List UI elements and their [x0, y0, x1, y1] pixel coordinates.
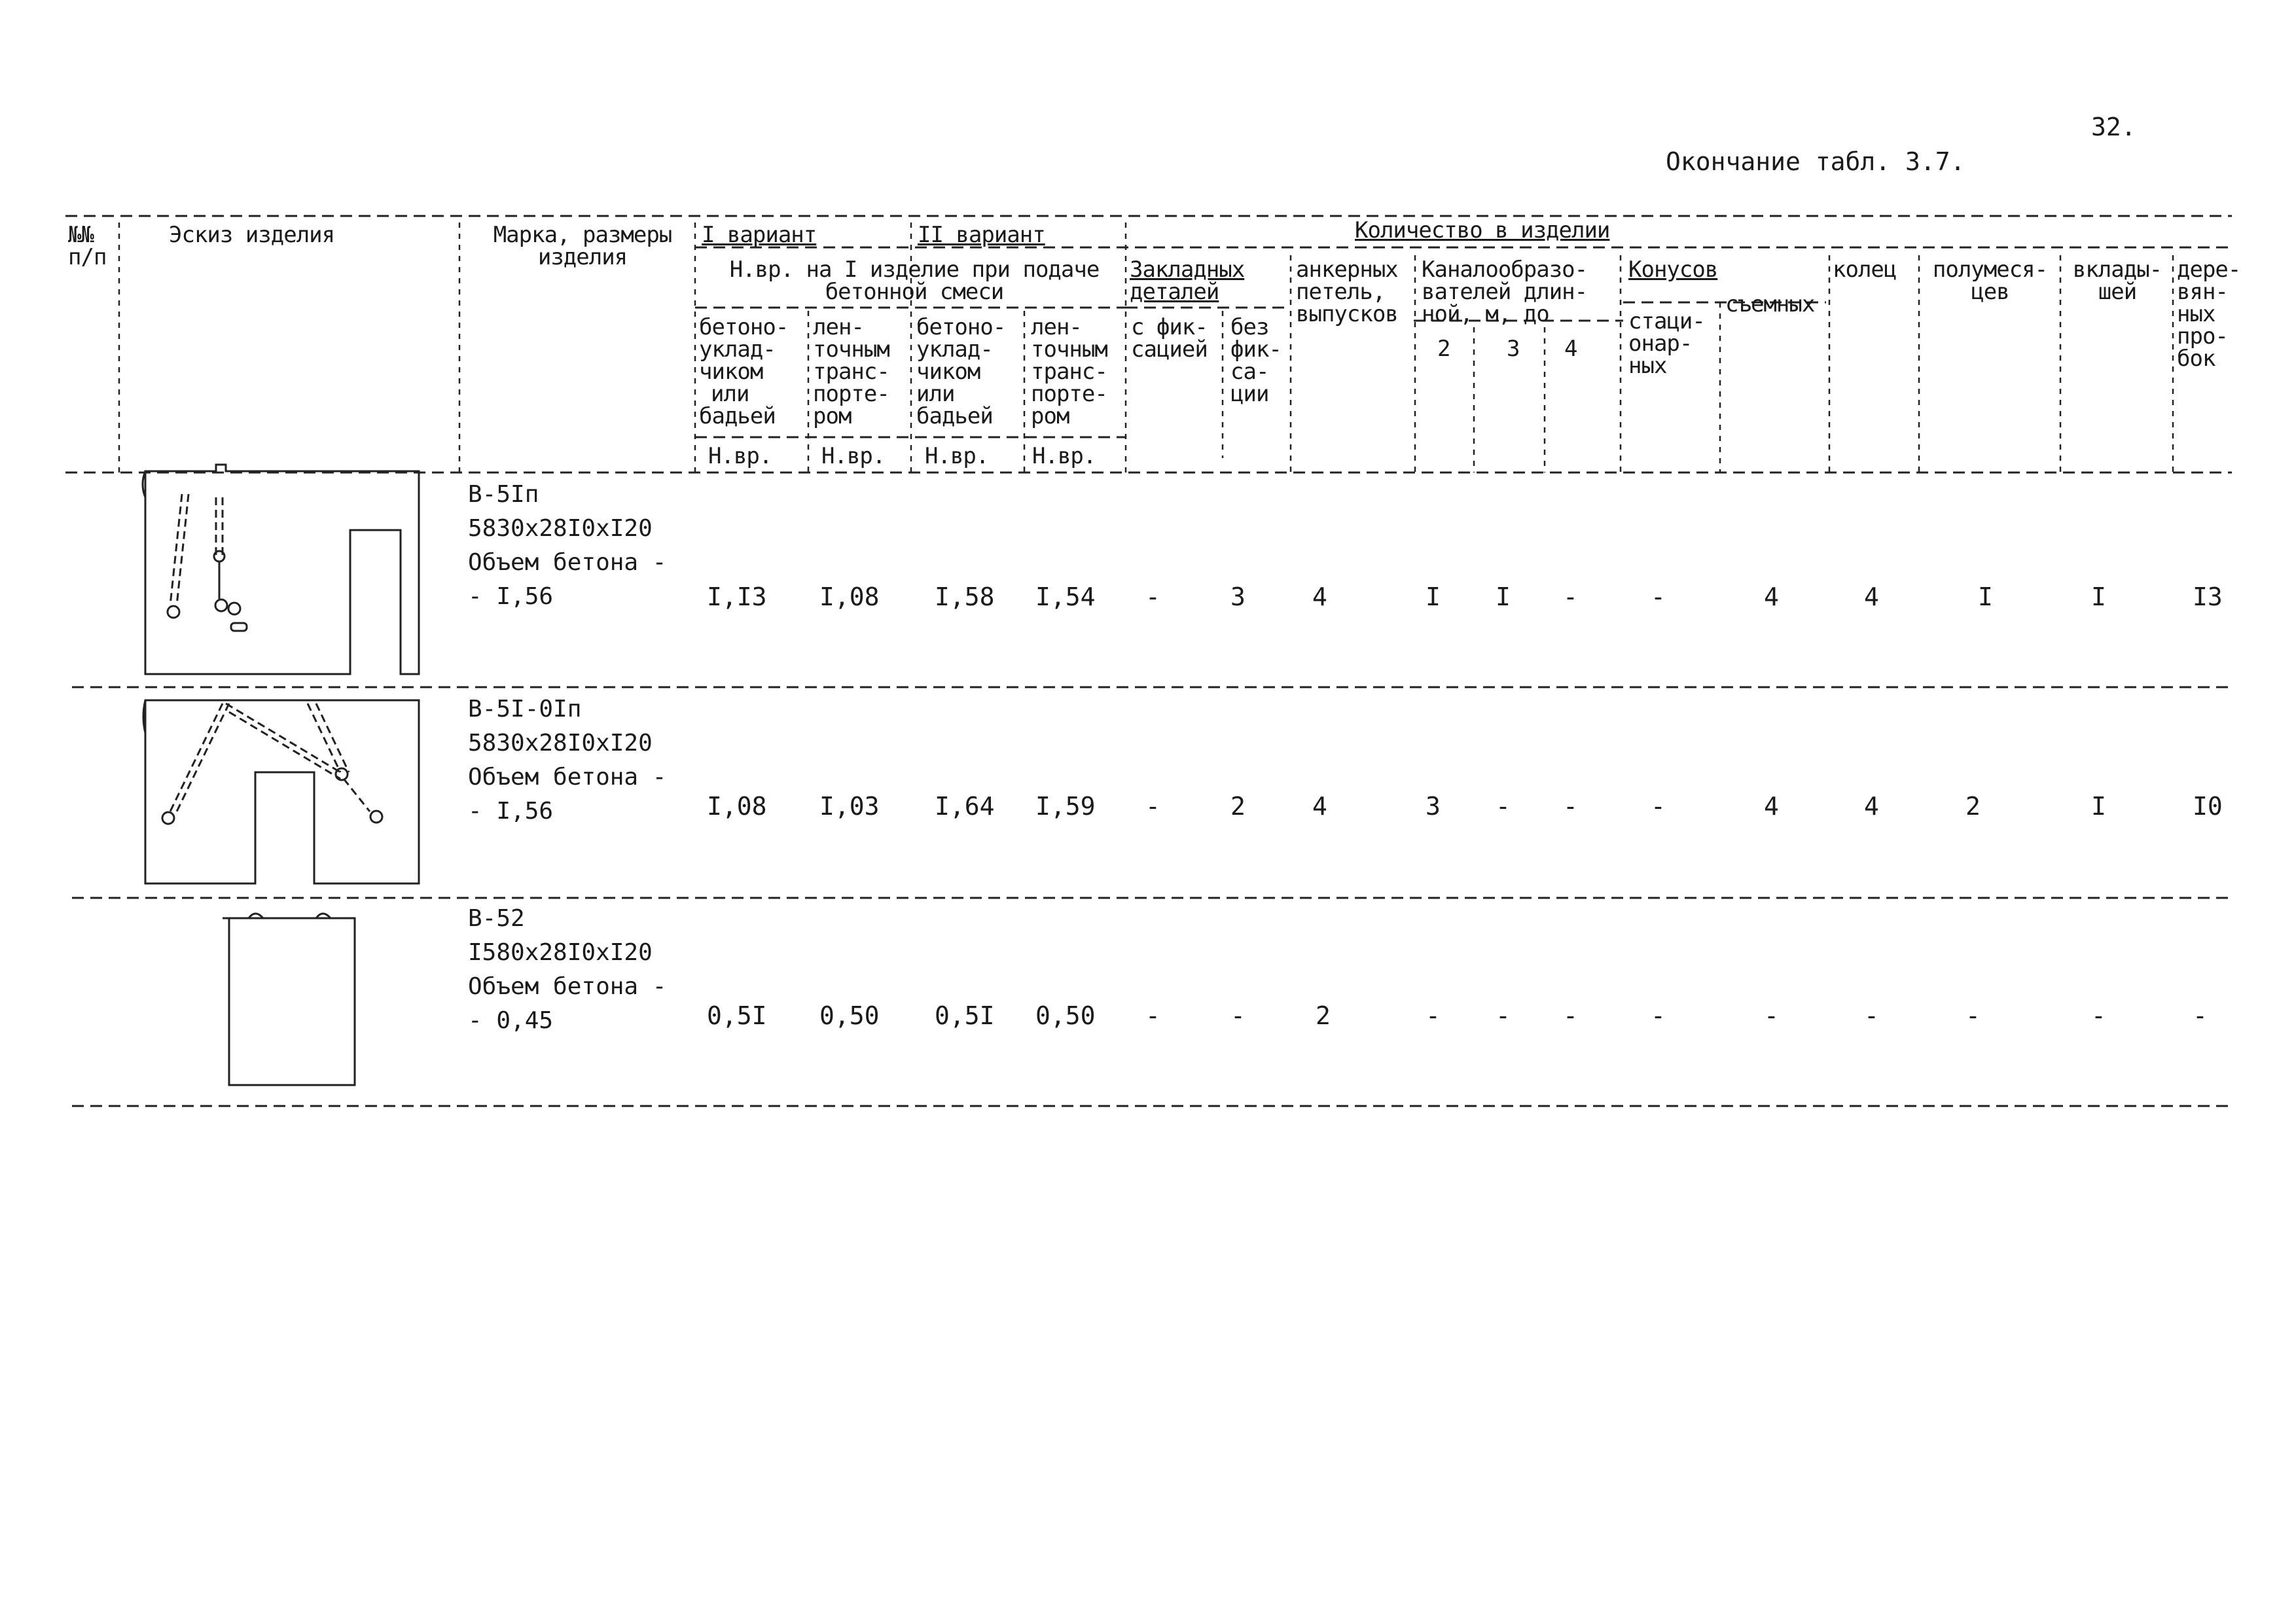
subcol-line: лен- — [1031, 314, 1082, 340]
wooden-plugs-line: бок — [2177, 346, 2215, 372]
row-name-block — [468, 692, 666, 829]
subcol-line: или — [711, 381, 749, 407]
panel-sketch-3 — [209, 906, 367, 1090]
channel-line: ной, м, до — [1422, 301, 1549, 327]
product-dimensions: I580х28I0хI20 — [468, 939, 653, 966]
channel-length-4: 4 — [1564, 336, 1577, 362]
concrete-volume-label: Объем бетона - — [468, 973, 667, 1000]
concrete-volume-value: - I,56 — [468, 798, 554, 825]
cell-channel-2: 3 — [1426, 792, 1441, 821]
col-num-header — [68, 224, 106, 268]
cell-embedded-unfixed: - — [1230, 1001, 1246, 1030]
subcol-line: бетоно- — [916, 314, 1006, 340]
cell-channel-4: - — [1563, 792, 1578, 821]
half-moons-line: цев — [1971, 279, 2009, 305]
subcol-line: уклад- — [699, 336, 776, 363]
with-fix-line: с фик- — [1131, 314, 1208, 340]
concrete-volume-label: Объем бетона - — [468, 549, 667, 576]
without-fix-header — [1230, 316, 1282, 405]
cell-cones-removable: 4 — [1764, 792, 1779, 821]
embedded-line: Закладных — [1130, 257, 1245, 283]
cell-channel-3: - — [1496, 1001, 1511, 1030]
col-mark-line: Марка, размеры — [493, 222, 672, 248]
cell-wooden-plugs: - — [2193, 1001, 2208, 1030]
product-mark: В-5Iп — [468, 481, 539, 508]
cell-anchors: 2 — [1316, 1001, 1331, 1030]
without-fix-line: ции — [1230, 381, 1269, 407]
subcol-line: уклад- — [916, 336, 993, 363]
wooden-plugs-line: про- — [2177, 323, 2228, 349]
unit-label: Н.вр. — [1032, 443, 1096, 469]
cell-channel-2: I — [1426, 582, 1441, 611]
cell-rings: 4 — [1864, 792, 1879, 821]
cell-v1-pump: I,08 — [707, 792, 767, 821]
variant1-header: I вариант — [702, 222, 817, 248]
without-fix-line: без — [1230, 314, 1269, 340]
subcol-line: транс- — [1031, 359, 1107, 385]
col-sketch-header: Эскиз изделия — [169, 222, 335, 248]
cell-inserts: - — [2091, 1001, 2106, 1030]
wooden-plugs-header — [2177, 259, 2240, 370]
cell-wooden-plugs: I3 — [2193, 582, 2223, 611]
cell-cones-stationary: - — [1651, 582, 1666, 611]
subcol-line: ром — [1031, 403, 1069, 429]
channel-line: вателей длин- — [1422, 279, 1588, 305]
with-fix-line: сацией — [1131, 336, 1208, 363]
wooden-plugs-line: ных — [2177, 301, 2215, 327]
quantity-header: Количество в изделии — [1355, 217, 1610, 243]
product-dimensions: 5830х28I0хI20 — [468, 515, 653, 542]
rings-header: колец — [1833, 257, 1897, 283]
cell-inserts: I — [2091, 582, 2106, 611]
time-group-header — [702, 259, 1127, 303]
cell-v2-pump: 0,5I — [935, 1001, 995, 1030]
wooden-plugs-line: дере- — [2177, 257, 2241, 283]
cell-channel-3: I — [1496, 582, 1511, 611]
subcol-line: точным — [1031, 336, 1107, 363]
inserts-line: шей — [2098, 279, 2137, 305]
col-num-line: №№ — [68, 222, 94, 248]
anchor-header — [1296, 259, 1398, 325]
table-caption: Окончание табл. 3.7. — [1666, 147, 1965, 176]
cell-channel-4: - — [1563, 582, 1578, 611]
cell-inserts: I — [2091, 792, 2106, 821]
subcol-line: порте- — [1031, 381, 1107, 407]
subcol-line: чиком — [916, 359, 980, 385]
inserts-header — [2065, 259, 2170, 303]
subcol-line: ром — [813, 403, 852, 429]
anchor-line: выпусков — [1296, 301, 1398, 327]
subcol-2-header — [813, 316, 889, 427]
without-fix-line: фик- — [1230, 336, 1282, 363]
subcol-line: бетоно- — [699, 314, 789, 340]
variant2-header: II вариант — [918, 222, 1045, 248]
cones-stationary-header — [1628, 310, 1705, 377]
half-moons-header — [1923, 259, 2057, 303]
cell-cones-stationary: - — [1651, 1001, 1666, 1030]
subcol-1-header — [699, 316, 788, 427]
subcol-line: лен- — [813, 314, 864, 340]
cones-stationary-line: стаци- — [1628, 308, 1705, 334]
cell-v1-pump: I,I3 — [707, 582, 767, 611]
cell-embedded-unfixed: 3 — [1230, 582, 1246, 611]
cell-half-moons: 2 — [1965, 792, 1981, 821]
subcol-line: бадьей — [699, 403, 776, 429]
subcol-line: точным — [813, 336, 889, 363]
time-group-line: Н.вр. на I изделие при подаче — [729, 257, 1100, 283]
embedded-header — [1130, 259, 1244, 303]
cell-rings: - — [1864, 1001, 1879, 1030]
cell-cones-stationary: - — [1651, 792, 1666, 821]
concrete-volume-value: - 0,45 — [468, 1007, 554, 1034]
subcol-line: бадьей — [916, 403, 993, 429]
cones-stationary-line: ных — [1628, 353, 1667, 379]
subcol-line: или — [916, 381, 955, 407]
cell-channel-4: - — [1563, 1001, 1578, 1030]
subcol-3-header — [916, 316, 1005, 427]
product-mark: В-52 — [468, 905, 525, 932]
cell-v1-belt: 0,50 — [819, 1001, 880, 1030]
col-mark-line: изделия — [537, 244, 628, 270]
inserts-line: вклады- — [2072, 257, 2162, 283]
cell-half-moons: I — [1978, 582, 1993, 611]
panel-sketch-2 — [131, 694, 432, 890]
concrete-volume-label: Объем бетона - — [468, 764, 667, 791]
unit-label: Н.вр. — [708, 443, 772, 469]
anchor-line: анкерных — [1296, 257, 1398, 283]
cell-v2-belt: I,59 — [1035, 792, 1096, 821]
col-mark-header — [475, 224, 691, 268]
wooden-plugs-line: вян- — [2177, 279, 2228, 305]
cones-header: Конусов — [1628, 257, 1718, 283]
cell-embedded-fixed: - — [1145, 792, 1160, 821]
cell-channel-3: - — [1496, 792, 1511, 821]
concrete-volume-value: - I,56 — [468, 583, 554, 610]
cell-anchors: 4 — [1312, 582, 1327, 611]
cell-cones-removable: 4 — [1764, 582, 1779, 611]
half-moons-line: полумеся- — [1932, 257, 2048, 283]
cell-v2-pump: I,64 — [935, 792, 995, 821]
cell-half-moons: - — [1965, 1001, 1981, 1030]
cell-v1-pump: 0,5I — [707, 1001, 767, 1030]
cell-embedded-unfixed: 2 — [1230, 792, 1246, 821]
unit-label: Н.вр. — [925, 443, 989, 469]
row-name-block — [468, 902, 666, 1038]
channel-length-3: 3 — [1507, 336, 1520, 362]
col-num-line: п/п — [68, 244, 107, 270]
cell-channel-2: - — [1426, 1001, 1441, 1030]
row-name-block — [468, 478, 666, 614]
cell-embedded-fixed: - — [1145, 1001, 1160, 1030]
with-fix-header — [1131, 316, 1208, 361]
cell-wooden-plugs: I0 — [2193, 792, 2223, 821]
product-dimensions: 5830х28I0хI20 — [468, 730, 653, 757]
without-fix-line: са- — [1230, 359, 1269, 385]
cell-rings: 4 — [1864, 582, 1879, 611]
cones-removable-header: съемных — [1725, 291, 1815, 317]
channel-line: Каналообразо- — [1422, 257, 1588, 283]
page-number: 32. — [2091, 113, 2136, 141]
cell-v1-belt: I,08 — [819, 582, 880, 611]
time-group-line: бетонной смеси — [825, 279, 1004, 305]
cones-stationary-line: онар- — [1628, 330, 1693, 357]
anchor-line: петель, — [1296, 279, 1386, 305]
channel-length-2: 2 — [1437, 336, 1450, 362]
subcol-line: транс- — [813, 359, 889, 385]
subcol-line: чиком — [699, 359, 763, 385]
cell-v2-belt: 0,50 — [1035, 1001, 1096, 1030]
subcol-line: порте- — [813, 381, 889, 407]
subcol-4-header — [1031, 316, 1107, 427]
cell-v1-belt: I,03 — [819, 792, 880, 821]
panel-sketch-1 — [131, 458, 432, 687]
cell-embedded-fixed: - — [1145, 582, 1160, 611]
embedded-line: деталей — [1130, 279, 1219, 305]
cell-cones-removable: - — [1764, 1001, 1779, 1030]
unit-label: Н.вр. — [821, 443, 886, 469]
cell-v2-belt: I,54 — [1035, 582, 1096, 611]
channel-header — [1422, 259, 1587, 325]
product-mark: В-5I-0Iп — [468, 696, 582, 722]
cell-anchors: 4 — [1312, 792, 1327, 821]
cell-v2-pump: I,58 — [935, 582, 995, 611]
